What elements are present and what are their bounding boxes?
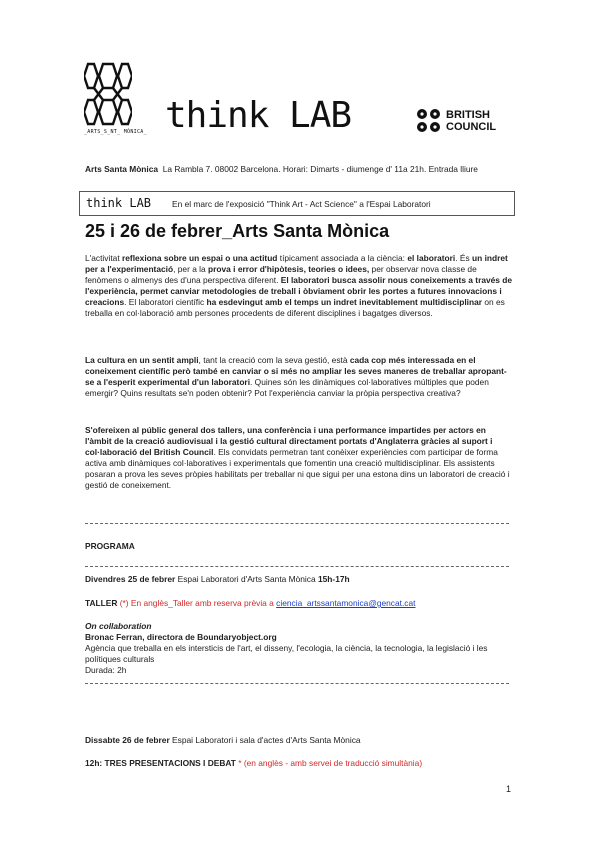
logo-caption: _ARTS_S_NT_ MÒNICA_ <box>84 129 147 135</box>
speaker-text: Bronac Ferran, directora de Boundaryobject.org <box>85 632 277 642</box>
collab-title <box>85 621 152 632</box>
culture-paragraph <box>85 355 513 399</box>
culture-t1: , tant la creació com la seva gestió, està <box>198 355 350 365</box>
programa-title <box>85 541 135 552</box>
british-council-wordmark <box>446 109 496 133</box>
intro-b3: un indret per a l'experimentació <box>85 253 508 274</box>
intro-b5: El laboratori busca assolir nous coneixements a través de l'experiència, permet canviar metodologies de treball i òbviament obrir les portes a futures innovacions i creacions <box>85 275 513 307</box>
intro-b1: reflexiona sobre un espai o una actitud <box>121 253 278 263</box>
speaker-desc: Agència que treballa en els intersticis de l'art, el disseny, l'ecologia, la ciència, la tecnologia, la legislació i les polítiques culturals <box>85 643 488 664</box>
offer-paragraph <box>85 425 513 491</box>
intro-b4: prova i error d'hipòtesis, teories o idees, <box>208 264 370 274</box>
intro-b6: ha esdevingut amb el temps un indret inevitablement multidisciplinar <box>206 297 482 307</box>
saturday-session <box>85 758 422 769</box>
intro-t2: típicament associada a la ciència: <box>277 253 408 263</box>
divider <box>85 683 509 684</box>
friday-line <box>85 574 350 585</box>
intro-paragraph <box>85 253 513 319</box>
intro-b2: el laboratori <box>407 253 456 263</box>
intro-t5: per observar nova classe de fenòmens o almenys des d'una perspectiva diferent. <box>85 264 477 285</box>
venue-name: Arts Santa Mònica <box>85 164 159 174</box>
email-link[interactable]: ciencia_artssantamonica@gencat.cat <box>276 598 416 608</box>
friday-time: 15h-17h <box>317 574 350 584</box>
taller-note: (*) En anglès_Taller amb reserva prèvia a <box>117 598 277 608</box>
saturday-date: Dissabte 26 de febrer <box>85 735 170 745</box>
venue-details: La Rambla 7. 08002 Barcelona. Horari: Dimarts - diumenge d' 11a 21h. Entrada lliure <box>162 164 478 174</box>
saturday-line <box>85 735 361 746</box>
intro-t7: on es treballa en col·laboració amb persones procedents de diferent disciplines i bagatges diversos. <box>85 297 505 318</box>
thinklab-box <box>79 191 515 216</box>
headline: 25 i 26 de febrer_Arts Santa Mònica <box>85 221 390 241</box>
culture-b1: La cultura en un sentit ampli <box>85 355 199 365</box>
bc-line1: BRITISH <box>446 109 490 121</box>
collab-title-text: On collaboration <box>85 621 152 631</box>
taller-label: TALLER <box>85 598 118 608</box>
bc-line2: COUNCIL <box>446 121 497 133</box>
friday-date: Divendres 25 de febrer <box>85 574 176 584</box>
divider <box>85 523 509 524</box>
intro-t4: , per a la <box>173 264 209 274</box>
offer-b1: S'ofereixen al públic general dos tallers, una conferència i una performance impartides per actors en l'àmbit de la creació audiovisual i la gestió cultural directament portats d'Anglaterra gràcies al suport i col·laboració del British Council <box>85 425 493 457</box>
friday-place: Espai Laboratori d'Arts Santa Mònica <box>175 574 318 584</box>
arts-santa-monica-logo <box>84 62 132 128</box>
session-title: 12h: TRES PRESENTACIONS I DEBAT <box>85 758 236 768</box>
programa-title-text: PROGRAMA <box>85 541 135 551</box>
offer-t1: . Els convidats permetran tant conèixer experiències com participar de forma activa amb dinàmiques col·laboratives i experimentals que fomentin una creació multidisciplinar. Els assistents posaran a prova les seves pròpies habilitats per treballar ni que sigui per una estona dins un laboratori de creació i gestió de coneixement. <box>85 447 510 490</box>
duration: Durada: 2h <box>85 665 127 675</box>
culture-b2: cada cop més interessada en el coneixement científic però també en canviar o si més no ampliar les seves maneres de treballar apropant-se a l'esperit experimental d'un laboratori <box>85 355 507 387</box>
taller-line <box>85 598 415 609</box>
intro-t6: . El laboratori científic <box>124 297 207 307</box>
page-number: 1 <box>506 784 512 794</box>
page-title: think LAB <box>165 95 352 136</box>
thinklab-label: think LAB <box>86 196 152 210</box>
intro-t1: L'activitat <box>85 253 122 263</box>
saturday-place: Espai Laboratori i sala d'actes d'Arts Santa Mònica <box>169 735 361 745</box>
intro-t3: . És <box>455 253 473 263</box>
culture-t2: . Quines són les dinàmiques col·laboratives múltiples que poden emergir? Quins resultats se'n poden obtenir? Pot l'experiència canviar la pròpia perspectiva creativa? <box>85 377 489 398</box>
thinklab-text: En el marc de l'exposició "Think Art - Act Science" a l'Espai Laboratori <box>172 199 431 209</box>
divider <box>85 566 509 567</box>
venue-line <box>85 164 478 174</box>
british-council-logo <box>416 108 508 136</box>
session-note: * (en anglès - amb servei de traducció simultània) <box>235 758 423 768</box>
british-council-mark-icon <box>416 108 442 134</box>
speaker-line <box>85 632 277 643</box>
